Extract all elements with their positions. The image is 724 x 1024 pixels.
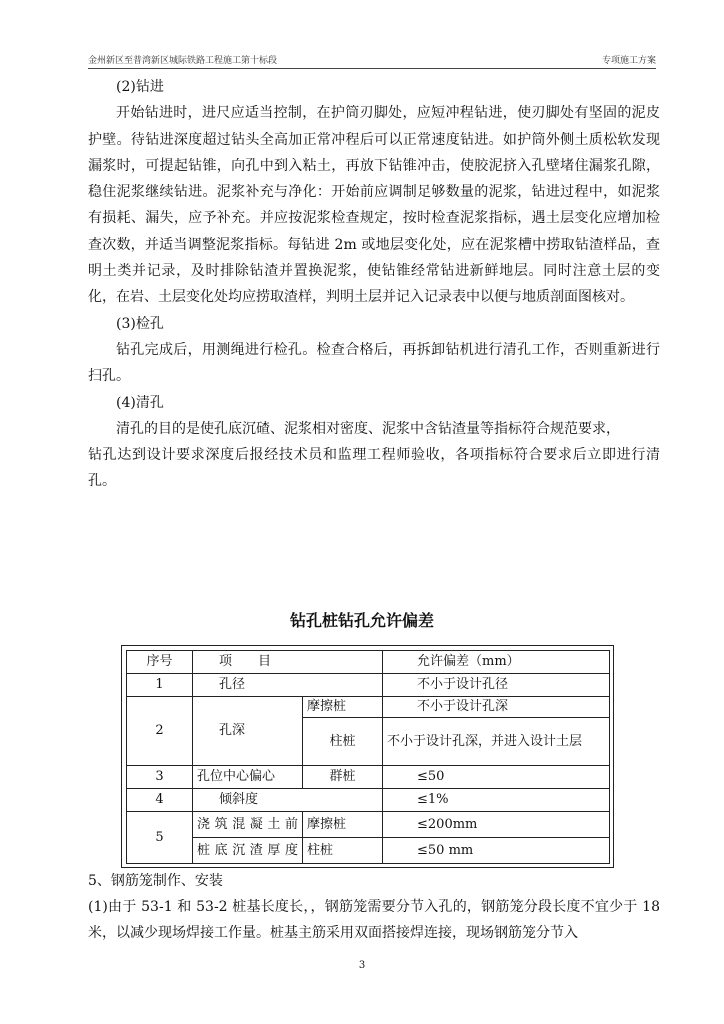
row2-tol1: 不小于设计孔深 — [383, 697, 610, 718]
row1-tol: 不小于设计孔径 — [383, 674, 610, 697]
row2-no: 2 — [127, 697, 193, 766]
row5-tol2: ≤50 mm — [383, 838, 610, 864]
header-no: 序号 — [127, 651, 193, 674]
header-doc-type: 专项施工方案 — [601, 56, 656, 66]
header-item: 项 目 — [193, 651, 383, 674]
header-project-name: 金州新区至普湾新区城际铁路工程施工第十标段 — [88, 56, 278, 66]
row5-sub1: 摩擦桩 — [303, 812, 383, 838]
table-row — [127, 697, 610, 718]
table-row — [127, 766, 610, 789]
paragraph-inspection: 钻孔完成后，用测绳进行检孔。检查合格后，再拆卸钻机进行清孔工作，否则重新进行扫孔。 — [88, 341, 660, 385]
page-header — [88, 50, 656, 69]
table-title: 钻孔桩钻孔允许偏差 — [289, 611, 434, 630]
paragraph-drilling: 开始钻进时，进尺应适当控制，在护筒刃脚处，应短冲程钻进，使刃脚处有坚固的泥皮护壁。待钻进深度超过钻头全高加正常冲程后可以正常速度钻进。如护筒外侧土质松软发现漏浆时，可提起钻锥，向孔中到入粘土，再放下钻锥冲击，使胶泥挤入孔壁堵住漏浆孔隙，稳住泥浆继续钻进。泥浆补充与净化：开始前应调制足够数量的泥浆，钻进过程中，如泥浆有损耗、漏失，应予补充。并应按泥浆检查规定，按时检查泥浆指标，遇土层变化应增加检查次数，并适当调整泥浆指标。每钻进 2m 或地层变化处，应在泥浆槽中捞取钻渣样品，查明土类并记录，及时排除钻渣并置换泥浆，使钻锥经常钻进新鲜地层。同时注意土层的变化，在岩、土层变化处均应捞取渣样，判明土层并记入记录表中以便与地质剖面图核对。 — [88, 105, 660, 306]
row2-item: 孔深 — [193, 697, 303, 766]
row5-item-line1: 浇筑混凝土前 — [193, 812, 303, 838]
row4-item: 倾斜度 — [193, 789, 383, 812]
row3-no: 3 — [127, 766, 193, 789]
row2-sub1: 摩擦桩 — [303, 697, 383, 718]
section-rebar-cage — [88, 868, 660, 946]
section-heading: 5、钢筋笼制作、安装 — [88, 873, 223, 889]
header-tolerance: 允许偏差（mm） — [383, 651, 610, 674]
row1-item: 孔径 — [193, 674, 383, 697]
row5-no: 5 — [127, 812, 193, 864]
row5-item-line2: 桩底沉渣厚度 — [193, 838, 303, 864]
body-text — [88, 74, 660, 495]
page-number: 3 — [358, 960, 366, 971]
row3-item: 孔位中心偏心 — [193, 766, 303, 789]
row5-sub2: 柱桩 — [303, 838, 383, 864]
tolerance-table-frame — [121, 645, 614, 868]
row5-tol1: ≤200mm — [383, 812, 610, 838]
table-row — [127, 838, 610, 864]
row2-sub2: 柱桩 — [303, 718, 383, 766]
paragraph-cleaning-1: 清孔的目的是使孔底沉碴、泥浆相对密度、泥浆中含钻渣量等指标符合规范要求， — [116, 420, 620, 437]
row1-no: 1 — [127, 674, 193, 697]
row3-tol: ≤50 — [383, 766, 610, 789]
row2-tol2: 不小于设计孔深，并进入设计土层 — [383, 718, 610, 766]
paragraph-cleaning-2: 钻孔达到设计要求深度后报经技术员和监理工程师验收，各项指标符合要求后立即进行清孔。 — [88, 447, 660, 490]
table-row — [127, 789, 610, 812]
table-header-row — [127, 651, 610, 674]
row4-no: 4 — [127, 789, 193, 812]
paragraph-cleaning-heading: (4)清孔 — [116, 394, 164, 411]
row3-sub: 群桩 — [303, 766, 383, 789]
tolerance-table — [126, 650, 610, 864]
table-row — [127, 674, 610, 697]
section-paragraph: (1)由于 53-1 和 53-2 桩基长度长，，钢筋笼需要分节入孔的，钢筋笼分段长度不宜少于 18 米，以减少现场焊接工作量。桩基主筋采用双面搭接焊连接，现场钢筋笼分节入 — [88, 899, 660, 941]
paragraph-drilling-heading: (2)钻进 — [116, 79, 164, 95]
row4-tol: ≤1% — [383, 789, 610, 812]
table-row — [127, 812, 610, 838]
paragraph-inspection-heading: (3)检孔 — [116, 315, 164, 332]
